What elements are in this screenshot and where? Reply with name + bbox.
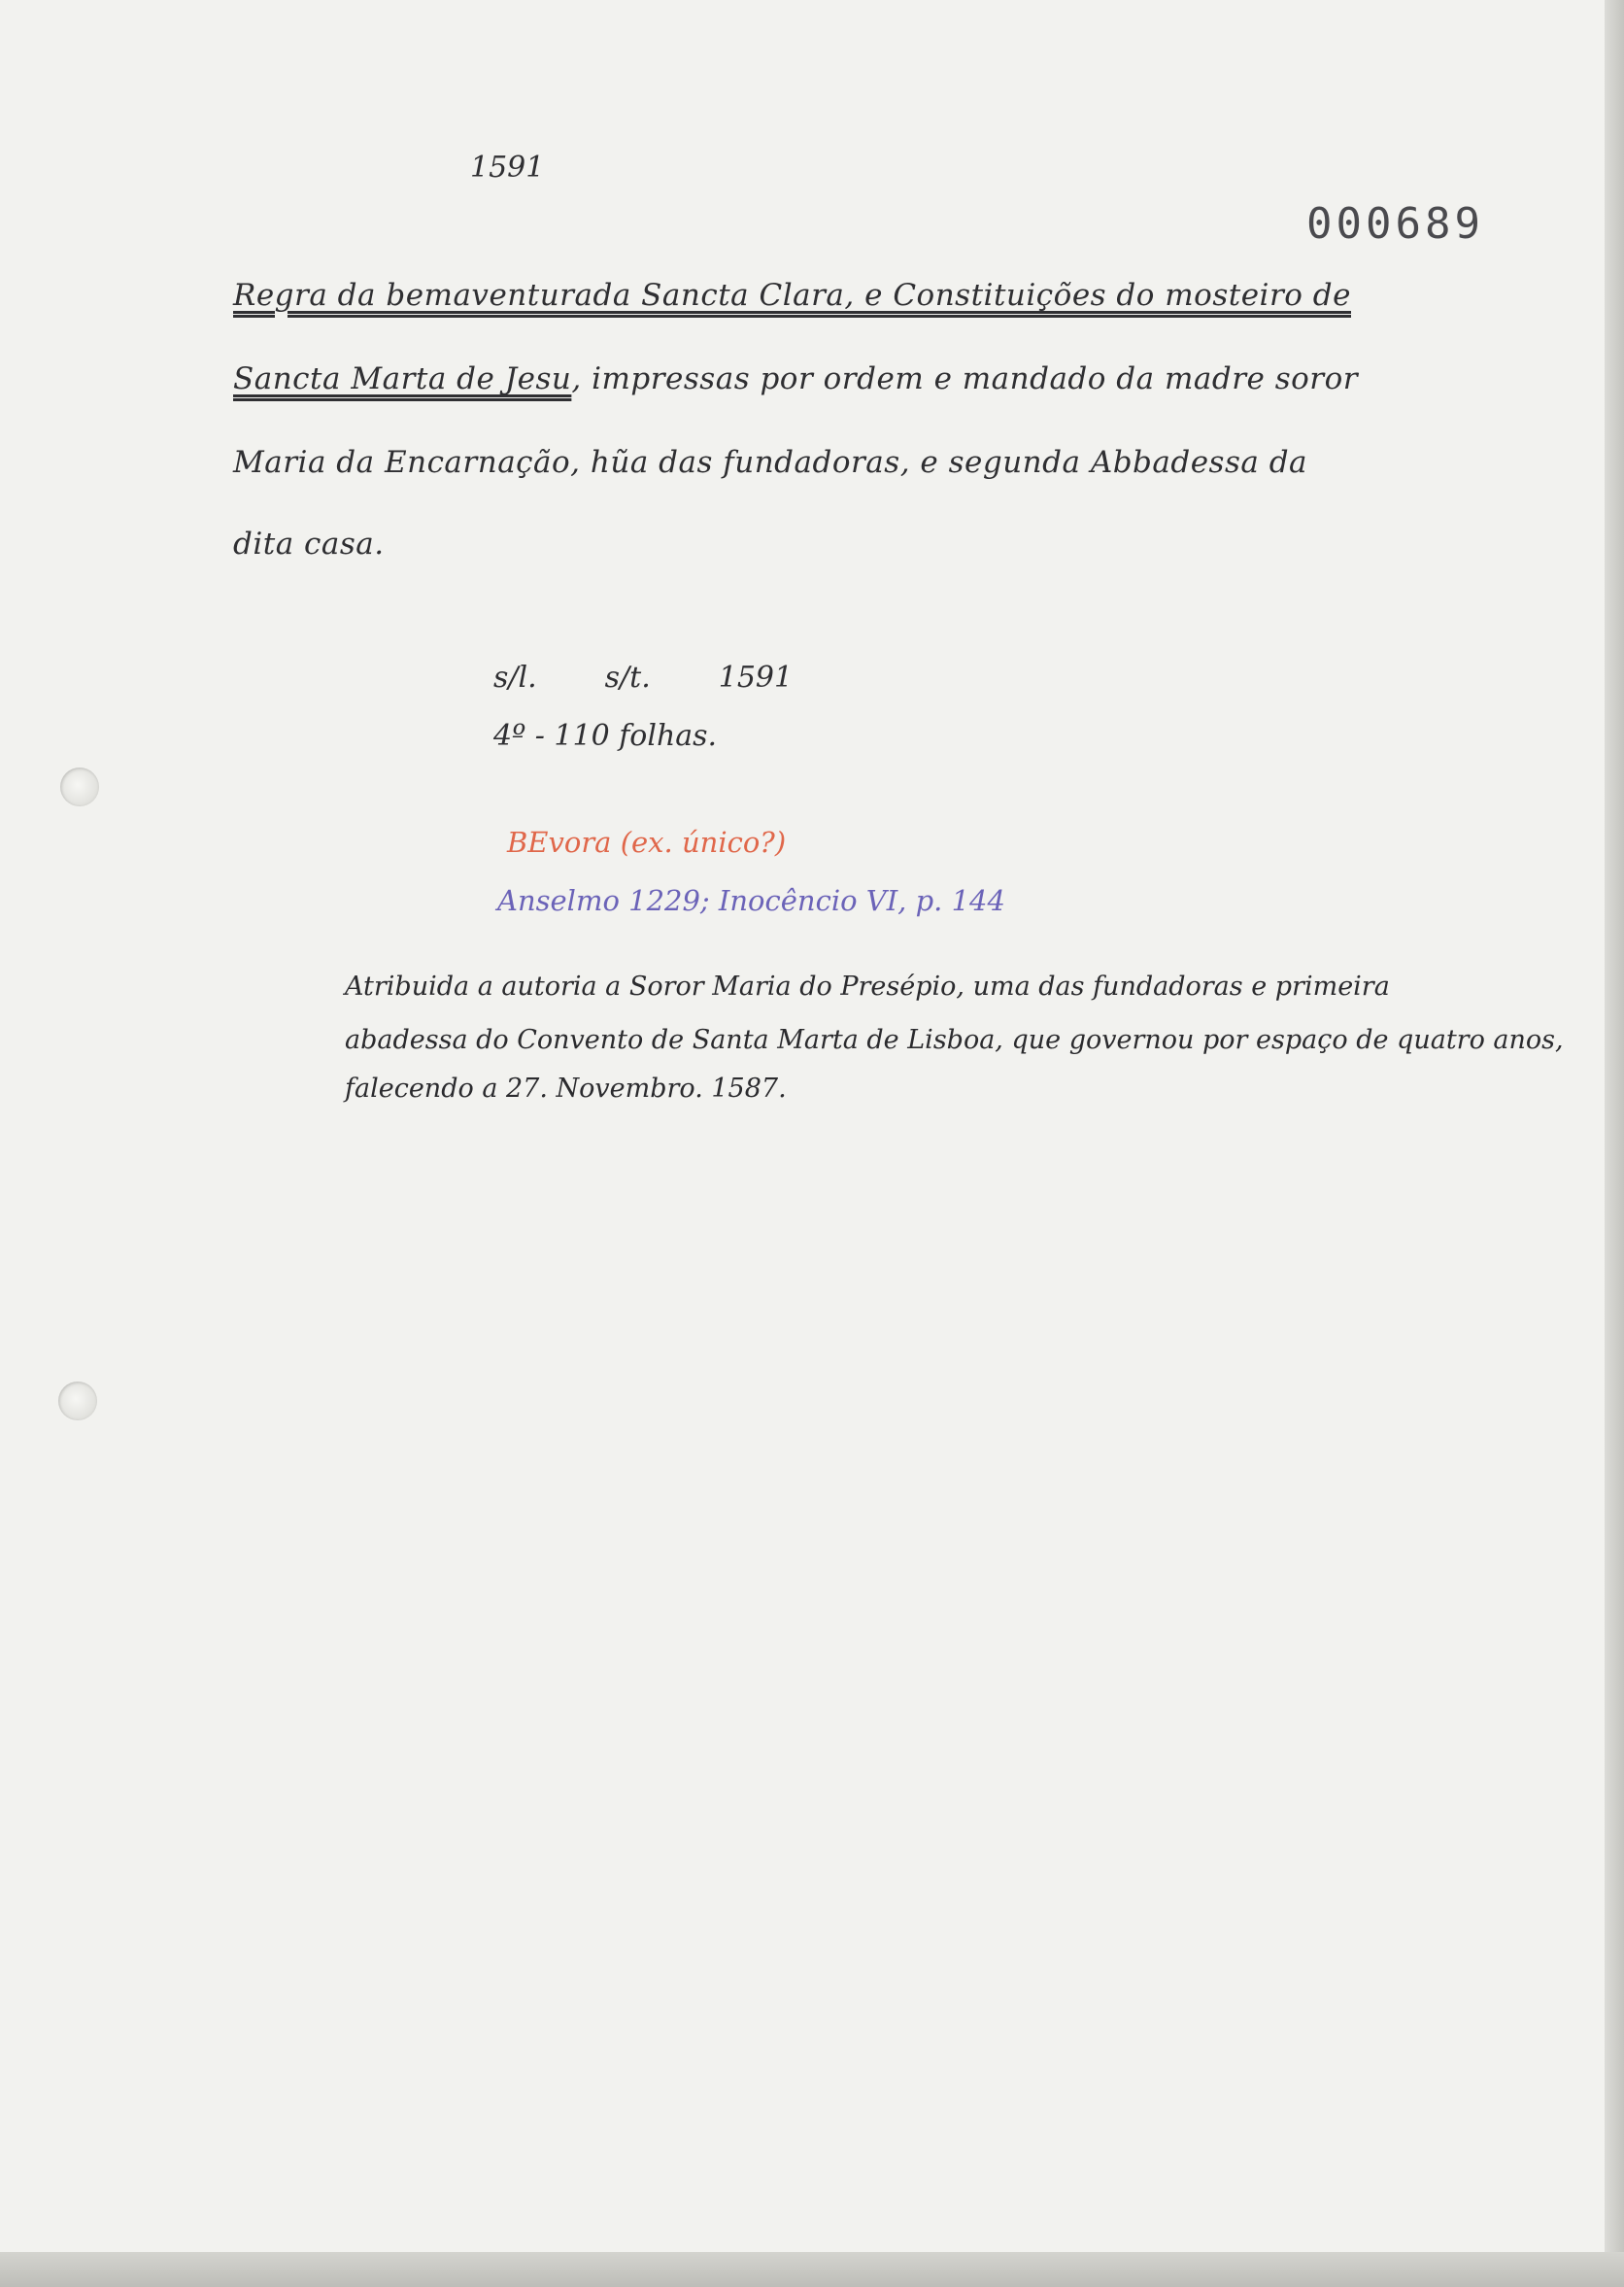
imprint-printer: s/t. bbox=[604, 661, 651, 695]
bibliographic-references: Anselmo 1229; Inocêncio VI, p. 144 bbox=[497, 884, 1005, 917]
punch-hole bbox=[58, 1382, 97, 1420]
note-line-2: abadessa do Convento de Santa Marta de Lisboa, que governou por espaço de quatro anos, bbox=[345, 1025, 1564, 1055]
title-line-2 bbox=[233, 361, 1358, 396]
title-line-4: dita casa. bbox=[233, 527, 385, 562]
header-year: 1591 bbox=[470, 151, 545, 185]
title-line-2-rest: , impressas por ordem e mandado da madre soror bbox=[571, 361, 1359, 396]
title-line-3: Maria da Encarnação, hũa das fundadoras, e segunda Abbadessa da bbox=[233, 445, 1308, 480]
note-line-3: falecendo a 27. Novembro. 1587. bbox=[345, 1074, 787, 1104]
note-line-1: Atribuida a autoria a Soror Maria do Presépio, uma das fundadoras e primeira bbox=[345, 972, 1390, 1002]
title-underlined-segment: Sancta Marta de Jesu bbox=[233, 361, 572, 396]
scan-edge-right bbox=[1605, 0, 1624, 2287]
record-number-stamp: 000689 bbox=[1306, 199, 1484, 249]
imprint-line bbox=[493, 661, 793, 695]
imprint-place: s/l. bbox=[493, 661, 537, 695]
holding-location: BEvora (ex. único?) bbox=[507, 826, 787, 859]
punch-hole bbox=[60, 768, 99, 806]
scan-edge-bottom bbox=[0, 2252, 1624, 2287]
imprint-format: 4º - 110 folhas. bbox=[493, 719, 718, 753]
title-line-1: Regra da bemaventurada Sancta Clara, e Constituições do mosteiro de bbox=[233, 278, 1351, 313]
imprint-year: 1591 bbox=[718, 661, 794, 695]
